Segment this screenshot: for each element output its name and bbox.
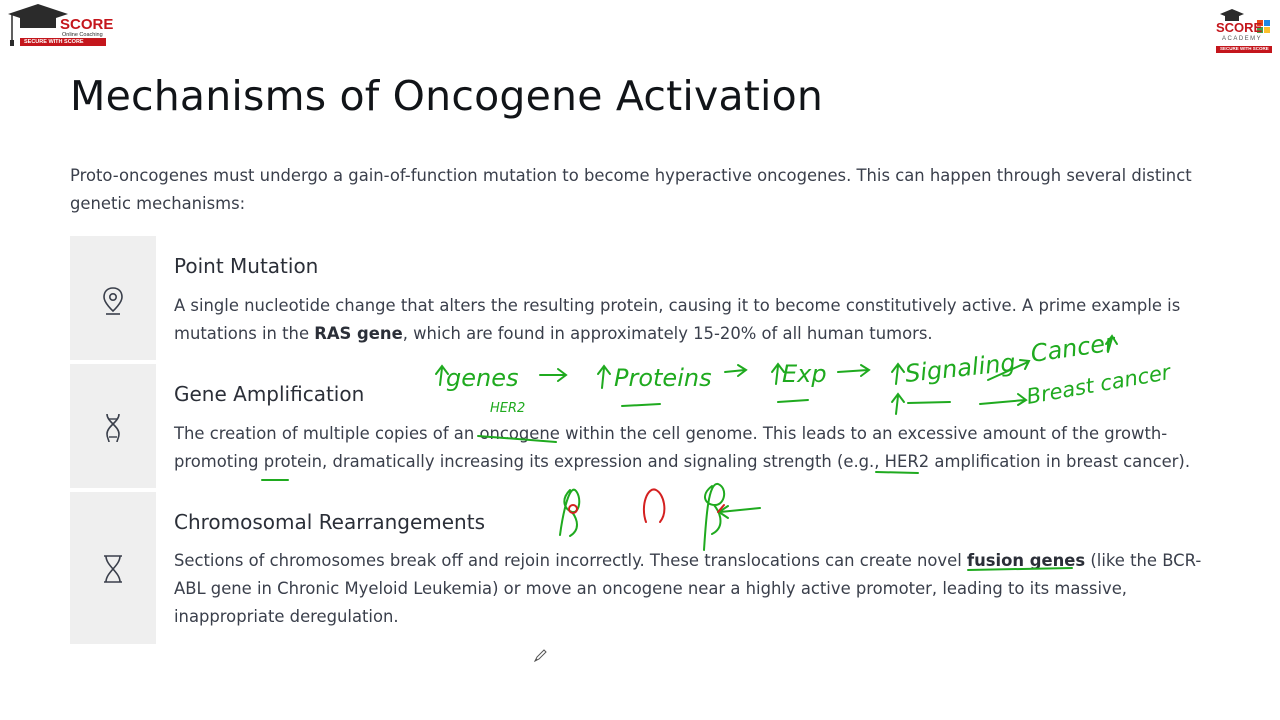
annotation-signaling: Signaling (903, 348, 1017, 388)
section-point-mutation (70, 236, 1210, 364)
score-academy-logo (1214, 8, 1274, 56)
logo-left-tagline: SECURE WITH SCORE (24, 39, 84, 45)
body-bold-term: RAS gene (314, 324, 403, 343)
logo-right-subtitle: ACADEMY (1222, 36, 1263, 42)
section-title: Gene Amplification (174, 382, 365, 406)
annotation-breast-cancer: Breast cancer (1024, 360, 1173, 409)
body-text: (like the BCR-ABL gene in Chronic Myeloid Leukemia) or move an oncogene near a highly active promoter, leading to its massive, inappropriate deregulation. (174, 551, 1202, 626)
section-icon-panel (70, 236, 156, 360)
body-text: Sections of chromosomes break off and rejoin incorrectly. These translocations can create novel (174, 551, 967, 570)
annotation-her2: HER2 (490, 401, 526, 416)
section-gene-amplification (70, 364, 1210, 492)
annotation-genes: genes (446, 364, 519, 392)
body-bold-term: fusion genes (966, 551, 1086, 570)
section-body: The creation of multiple copies of an oncogene within the cell genome. This leads to an excessive amount of the growth-promoting protein, dramatically increasing its expression and signaling strength (e.g., HER2 amplification in breast cancer). (174, 424, 1191, 471)
hourglass-dna-icon (101, 554, 125, 584)
map-pin-icon (101, 286, 125, 316)
section-title: Chromosomal Rearrangements (174, 510, 485, 534)
body-text: , which are found in approximately 15-20% of all human tumors. (402, 324, 933, 343)
section-title: Point Mutation (174, 254, 319, 278)
body-text: A single nucleotide change that alters the resulting protein, causing it to become constitutively active. A prime example is mutations in the (174, 296, 1181, 343)
section-chromosomal-rearrangements (70, 492, 1210, 648)
section-icon-panel (70, 492, 156, 644)
score-online-coaching-logo (6, 2, 114, 48)
section-body (174, 547, 1204, 631)
section-body (174, 292, 1204, 348)
intro-paragraph: Proto-oncogenes must undergo a gain-of-function mutation to become hyperactive oncogenes. This can happen through several distinct genetic mechanisms: (70, 166, 1192, 213)
logo-left-subtitle: Online Coaching (62, 32, 103, 38)
logo-right-tagline: SECURE WITH SCORE (1220, 46, 1269, 51)
dna-icon (101, 412, 125, 444)
annotation-exp: Exp (782, 360, 827, 388)
logo-right-name: SCORE (1216, 20, 1263, 35)
pen-cursor-icon (532, 648, 548, 664)
annotation-proteins: Proteins (614, 364, 712, 392)
section-icon-panel (70, 364, 156, 488)
logo-left-name: SCORE (60, 16, 114, 33)
page-title: Mechanisms of Oncogene Activation (70, 72, 824, 120)
annotation-cancer: Cancer (1028, 328, 1117, 368)
